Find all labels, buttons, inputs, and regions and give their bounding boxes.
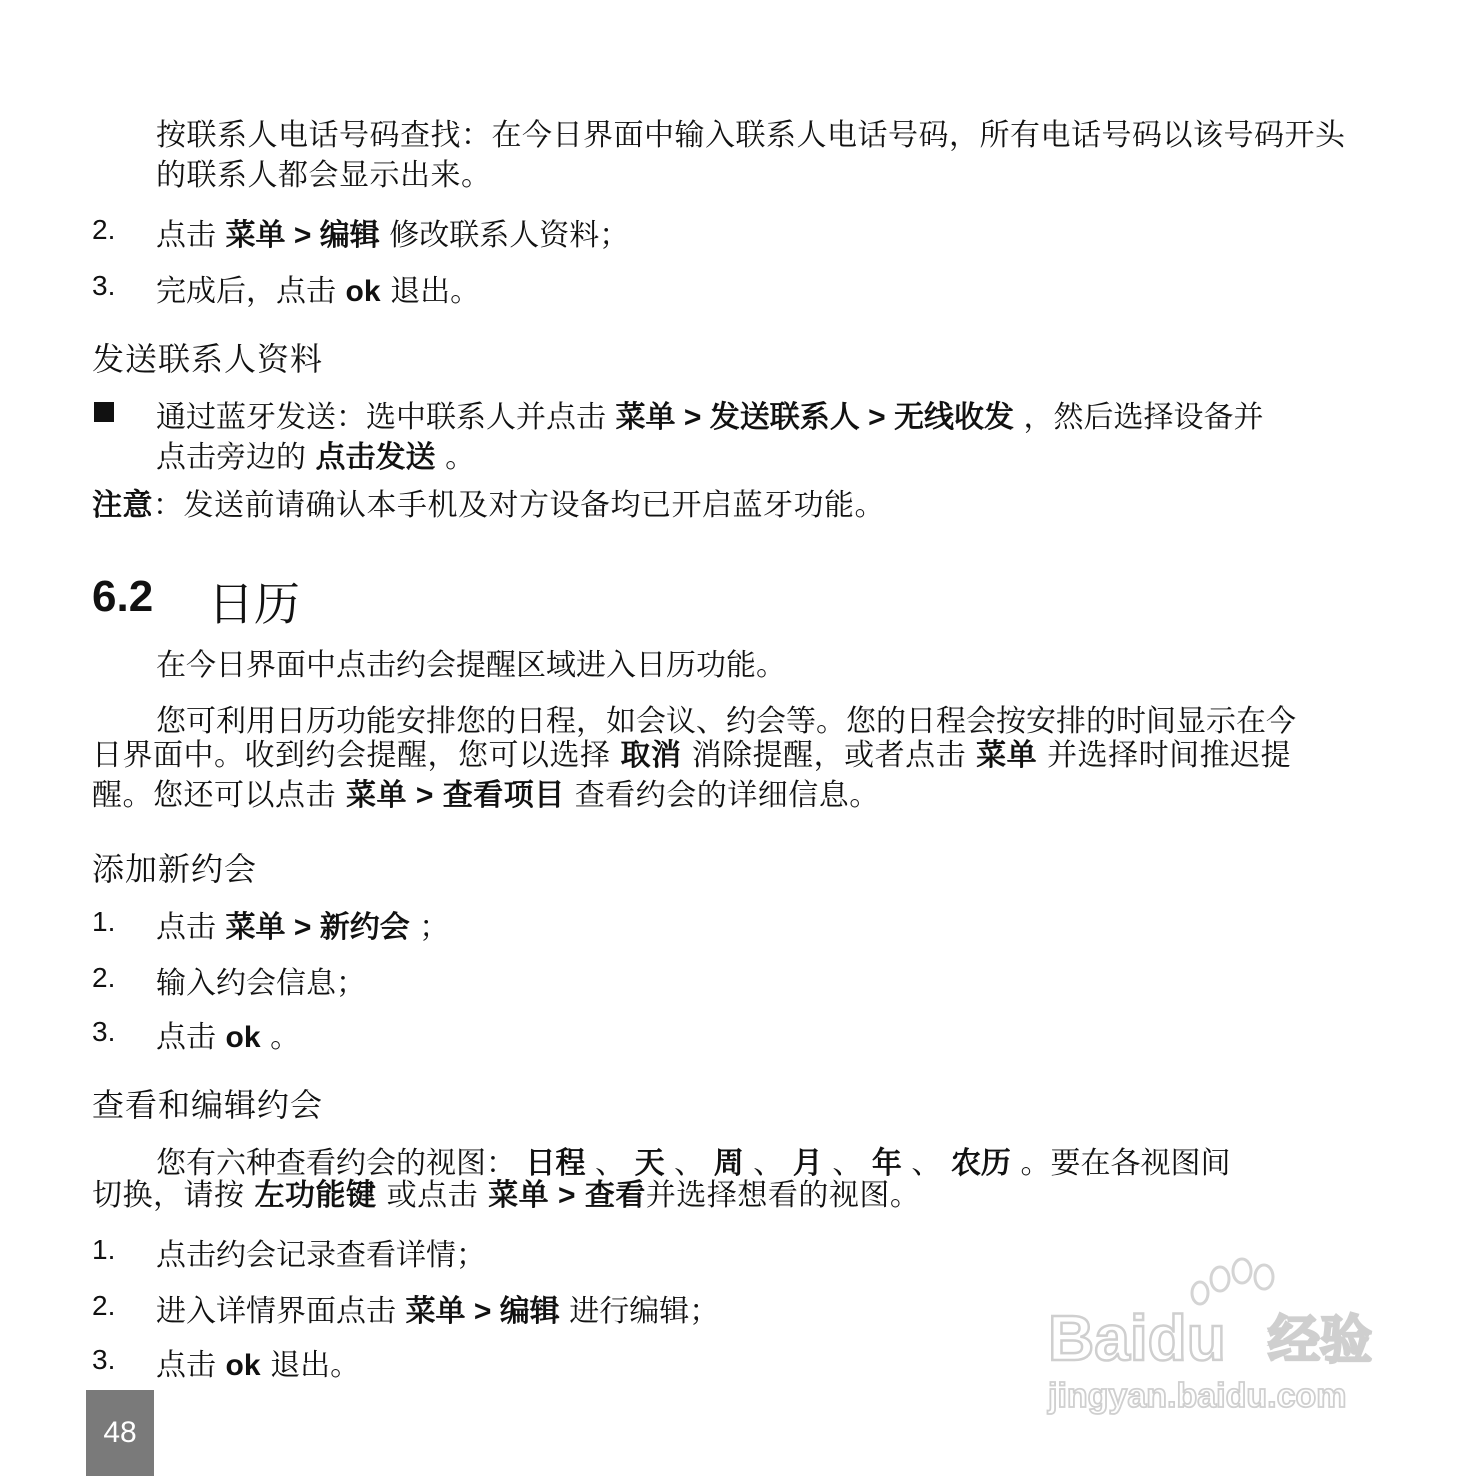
step-text: 进行编辑； — [559, 1294, 720, 1329]
step-text: 退出。 — [260, 1348, 361, 1383]
step-number: 1. — [92, 906, 116, 937]
note-text: ：发送前请确认本手机及对方设备均已开启蓝牙功能。 — [153, 488, 885, 523]
view-keyword: 查看 — [584, 1179, 646, 1212]
ok-keyword: ok — [225, 1349, 261, 1382]
calendar-paragraph-line2 — [92, 736, 1362, 776]
step-text: 输入约会信息； — [156, 966, 366, 1001]
paragraph-text: 并选择时间推迟提 — [1037, 738, 1292, 773]
note-label: 注意 — [92, 489, 153, 522]
view-day: 天 — [634, 1147, 665, 1180]
step-text: 。 — [260, 1020, 301, 1055]
send-contact-heading: 发送联系人资料 — [92, 340, 324, 378]
step-number: 2. — [92, 214, 116, 245]
ok-keyword: ok — [225, 1021, 261, 1054]
separator: > — [859, 401, 894, 434]
search-by-phone-text: 按联系人电话号码查找：在今日界面中输入联系人电话号码，所有电话号码以该号码开头的联系人都会显示出来。 — [156, 118, 1346, 193]
step-text: 点击 — [156, 1020, 226, 1055]
menu-keyword: 菜单 — [976, 739, 1038, 772]
view-lunar: 农历 — [950, 1147, 1011, 1180]
view-year: 年 — [871, 1147, 902, 1180]
paragraph-text: 切换，请按 — [92, 1178, 255, 1213]
menu-keyword: 菜单 — [488, 1179, 550, 1212]
paragraph-text: 或点击 — [376, 1178, 489, 1213]
step-number: 3. — [92, 270, 116, 301]
step-number: 2. — [92, 962, 116, 993]
calendar-intro: 在今日界面中点击约会提醒区域进入日历功能。 — [156, 648, 786, 683]
watermark-brand-cn: 经验 — [1268, 1311, 1373, 1371]
watermark-brand: Baidu — [1048, 1302, 1226, 1374]
step-text: 完成后，点击 — [156, 274, 346, 309]
step-text: 进入详情界面点击 — [156, 1294, 406, 1329]
edit-step-3 — [156, 266, 480, 310]
paragraph-text: 消除提醒，或者点击 — [681, 738, 977, 773]
menu-keyword: 菜单 — [225, 911, 286, 944]
send-contact-keyword: 发送联系人 — [709, 401, 860, 434]
view-edit-heading: 查看和编辑约会 — [92, 1086, 324, 1124]
edit-step-2 — [156, 210, 629, 254]
view-week: 周 — [713, 1147, 744, 1180]
view-month: 月 — [792, 1147, 823, 1180]
view-schedule: 日程 — [525, 1147, 586, 1180]
bullet-text: 通过蓝牙发送：选中联系人并点击 — [156, 400, 616, 435]
separator: > — [285, 219, 320, 252]
ok-keyword: ok — [345, 275, 381, 308]
send-contact-bullet-line1 — [156, 392, 1264, 436]
view-step-1 — [156, 1230, 486, 1274]
step-text: 退出。 — [380, 274, 481, 309]
search-by-phone-paragraph — [156, 116, 1362, 196]
add-step-1 — [156, 902, 449, 946]
separator: > — [465, 1295, 500, 1328]
watermark-url: jingyan.baidu.com — [1048, 1377, 1347, 1415]
calendar-paragraph-line1: 您可利用日历功能安排您的日程，如会议、约会等。您的日程会按安排的时间显示在今 — [156, 704, 1296, 739]
section-title: 日历 — [208, 577, 300, 631]
step-number: 3. — [92, 1344, 116, 1375]
add-step-2 — [156, 958, 366, 1002]
view-step-2 — [156, 1286, 719, 1330]
paragraph-text: 日界面中。收到约会提醒，您可以选择 — [92, 738, 621, 773]
wireless-keyword: 无线收发 — [893, 401, 1014, 434]
step-number: 1. — [92, 1234, 116, 1265]
paragraph-text: 醒。您还可以点击 — [92, 778, 347, 813]
step-number: 3. — [92, 1016, 116, 1047]
view-edit-paragraph-line2 — [92, 1176, 1362, 1216]
click-send-keyword: 点击发送 — [315, 441, 436, 474]
separator: > — [549, 1179, 585, 1212]
new-appointment-keyword: 新约会 — [319, 911, 410, 944]
paw-icon — [1192, 1259, 1273, 1304]
calendar-paragraph-line3 — [92, 776, 1362, 816]
bullet-text: 。 — [435, 440, 476, 475]
paragraph-text: 查看约会的详细信息。 — [564, 778, 880, 813]
step-text: 修改联系人资料； — [379, 218, 630, 253]
baidu-watermark-logo — [1040, 1255, 1400, 1425]
square-bullet-icon — [94, 402, 114, 422]
left-softkey-keyword: 左功能键 — [254, 1179, 377, 1212]
separator: 、 — [822, 1146, 872, 1181]
paragraph-text: 您有六种查看约会的视图： — [156, 1146, 526, 1181]
separator: 、 — [901, 1146, 951, 1181]
step-text: 点击 — [156, 910, 226, 945]
separator: > — [675, 401, 710, 434]
separator: 、 — [664, 1146, 714, 1181]
step-number: 2. — [92, 1290, 116, 1321]
bluetooth-note — [92, 486, 1362, 526]
paragraph-text: 。要在各视图间 — [1010, 1146, 1231, 1181]
edit-keyword: 编辑 — [319, 219, 380, 252]
step-text: ； — [409, 910, 450, 945]
menu-keyword: 菜单 — [615, 401, 676, 434]
menu-keyword: 菜单 — [405, 1295, 466, 1328]
view-step-3 — [156, 1340, 360, 1384]
add-appointment-heading: 添加新约会 — [92, 850, 258, 888]
menu-keyword: 菜单 — [346, 779, 408, 812]
edit-keyword: 编辑 — [499, 1295, 560, 1328]
add-step-3 — [156, 1012, 300, 1056]
paragraph-text: 并选择想看的视图。 — [645, 1178, 921, 1213]
step-text: 点击约会记录查看详情； — [156, 1238, 486, 1273]
page-number-tab — [86, 1390, 154, 1476]
separator: 、 — [743, 1146, 793, 1181]
separator: 、 — [585, 1146, 635, 1181]
bullet-text: 点击旁边的 — [156, 440, 316, 475]
page-number: 48 — [103, 1416, 137, 1449]
send-contact-bullet-line2 — [156, 432, 475, 476]
step-text: 点击 — [156, 1348, 226, 1383]
cancel-keyword: 取消 — [620, 739, 682, 772]
menu-keyword: 菜单 — [225, 219, 286, 252]
separator: > — [407, 779, 443, 812]
section-number: 6.2 — [92, 572, 154, 621]
separator: > — [285, 911, 320, 944]
step-text: 点击 — [156, 218, 226, 253]
view-item-keyword: 查看项目 — [442, 779, 565, 812]
bullet-text: ，然后选择设备并 — [1013, 400, 1264, 435]
